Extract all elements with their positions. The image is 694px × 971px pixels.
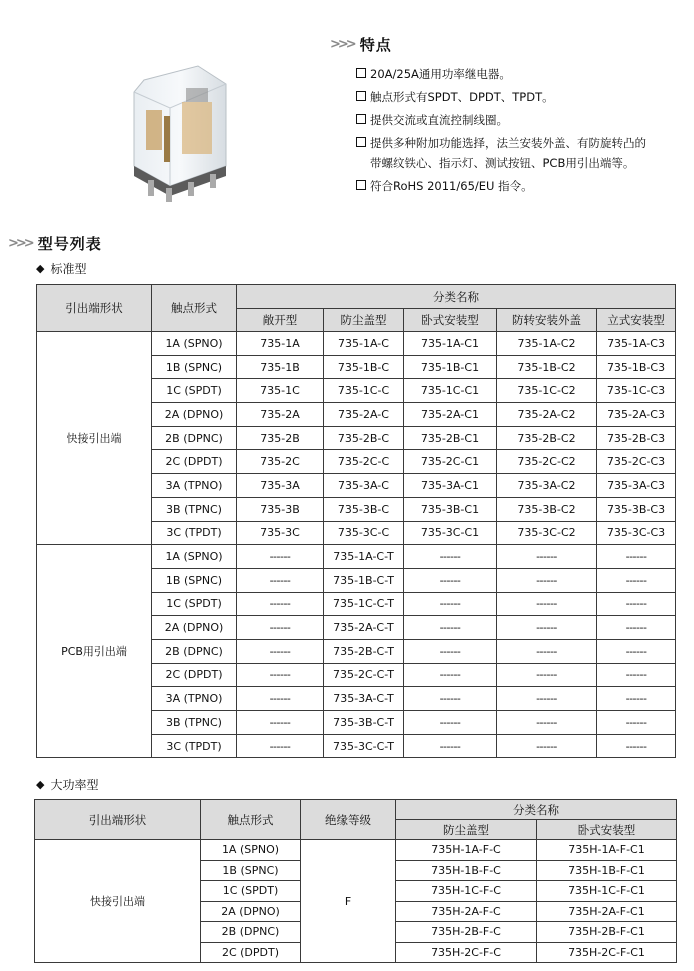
model-cell: 735-3A-C-T bbox=[324, 687, 404, 711]
model-cell: 735-2A-C2 bbox=[497, 403, 597, 427]
model-cell: 735-3B-C bbox=[324, 497, 404, 521]
model-cell: 735-1B bbox=[237, 355, 324, 379]
model-cell: ------ bbox=[237, 711, 324, 735]
contact-cell: 1C (SPDT) bbox=[152, 379, 237, 403]
feature-item bbox=[356, 87, 690, 107]
terminal-cell: 快接引出端 bbox=[37, 332, 152, 545]
model-cell: 735-1B-C3 bbox=[597, 355, 676, 379]
model-cell: 735-3C-C3 bbox=[597, 521, 676, 545]
contact-cell: 3B (TPNC) bbox=[152, 497, 237, 521]
model-cell: 735H-1C-F-C bbox=[396, 881, 537, 902]
header-col: 防转安装外盖 bbox=[497, 309, 597, 332]
feature-item bbox=[356, 176, 690, 196]
contact-cell: 1C (SPDT) bbox=[201, 881, 301, 902]
model-cell: ------ bbox=[597, 568, 676, 592]
model-cell: ------ bbox=[497, 687, 597, 711]
model-cell: 735-2C-C3 bbox=[597, 450, 676, 474]
model-cell: ------ bbox=[497, 616, 597, 640]
checkbox-icon bbox=[356, 91, 366, 101]
model-cell: 735-1A-C1 bbox=[404, 332, 497, 356]
model-cell: 735-2C bbox=[237, 450, 324, 474]
model-cell: 735-1B-C-T bbox=[324, 568, 404, 592]
features-heading bbox=[330, 34, 392, 55]
standard-type-heading bbox=[36, 260, 86, 277]
contact-cell: 2B (DPNC) bbox=[152, 426, 237, 450]
contact-cell: 3C (TPDT) bbox=[152, 734, 237, 758]
model-cell: 735-3A-C2 bbox=[497, 474, 597, 498]
model-cell: ------ bbox=[497, 711, 597, 735]
features-title: 特点 bbox=[359, 36, 392, 54]
model-cell: 735-1A-C bbox=[324, 332, 404, 356]
checkbox-icon bbox=[356, 137, 366, 147]
model-cell: 735H-1A-F-C bbox=[396, 840, 537, 861]
chevrons-icon: >>> bbox=[330, 37, 354, 52]
checkbox-icon bbox=[356, 68, 366, 78]
header-col: 敞开型 bbox=[237, 309, 324, 332]
model-cell: ------ bbox=[497, 568, 597, 592]
contact-cell: 1A (SPNO) bbox=[201, 840, 301, 861]
checkbox-icon bbox=[356, 180, 366, 190]
model-cell: ------ bbox=[404, 616, 497, 640]
contact-cell: 1B (SPNC) bbox=[152, 355, 237, 379]
model-cell: 735-1C bbox=[237, 379, 324, 403]
model-cell: ------ bbox=[597, 616, 676, 640]
contact-cell: 2A (DPNO) bbox=[152, 403, 237, 427]
diamond-bullet-icon: ◆ bbox=[36, 778, 45, 791]
model-cell: 735-1B-C2 bbox=[497, 355, 597, 379]
feature-text-line: 提供多种附加功能选择，法兰安装外盖、有防旋转凸的 bbox=[370, 136, 646, 150]
model-cell: ------ bbox=[404, 568, 497, 592]
model-cell: ------ bbox=[237, 734, 324, 758]
model-cell: ------ bbox=[237, 568, 324, 592]
table-row bbox=[37, 545, 676, 569]
contact-cell: 1B (SPNC) bbox=[201, 860, 301, 881]
model-cell: 735H-2C-F-C bbox=[396, 942, 537, 963]
feature-text bbox=[370, 133, 690, 173]
contact-cell: 1B (SPNC) bbox=[152, 568, 237, 592]
model-cell: ------ bbox=[237, 639, 324, 663]
model-cell: ------ bbox=[597, 711, 676, 735]
model-cell: ------ bbox=[597, 639, 676, 663]
model-cell: 735H-2B-F-C1 bbox=[537, 922, 677, 943]
model-cell: 735H-2A-F-C bbox=[396, 901, 537, 922]
model-cell: 735H-1C-F-C1 bbox=[537, 881, 677, 902]
standard-table-body bbox=[37, 332, 676, 758]
header-col: 防尘盖型 bbox=[324, 309, 404, 332]
header-col: 卧式安装型 bbox=[404, 309, 497, 332]
model-cell: ------ bbox=[404, 639, 497, 663]
terminal-cell: 快接引出端 bbox=[35, 840, 201, 963]
model-cell: 735-2B-C3 bbox=[597, 426, 676, 450]
model-cell: 735-1B-C bbox=[324, 355, 404, 379]
table-row bbox=[37, 332, 676, 356]
model-cell: ------ bbox=[497, 545, 597, 569]
contact-cell: 2B (DPNC) bbox=[201, 922, 301, 943]
header-terminal: 引出端形状 bbox=[37, 285, 152, 332]
model-cell: ------ bbox=[597, 592, 676, 616]
feature-item bbox=[356, 110, 690, 130]
checkbox-icon bbox=[356, 114, 366, 124]
standard-model-table bbox=[36, 284, 676, 758]
contact-cell: 2C (DPDT) bbox=[201, 942, 301, 963]
feature-text-line: 带螺纹铁心、指示灯、测试按钮、PCB用引出端等。 bbox=[370, 156, 635, 170]
model-cell: ------ bbox=[237, 545, 324, 569]
model-cell: 735-3B-C3 bbox=[597, 497, 676, 521]
contact-cell: 3B (TPNC) bbox=[152, 711, 237, 735]
model-cell: 735-1A-C3 bbox=[597, 332, 676, 356]
header-category: 分类名称 bbox=[396, 800, 677, 820]
high-power-model-table bbox=[34, 799, 677, 963]
chevrons-icon: >>> bbox=[8, 236, 32, 251]
model-cell: ------ bbox=[597, 687, 676, 711]
model-cell: 735-3C-C-T bbox=[324, 734, 404, 758]
contact-cell: 2B (DPNC) bbox=[152, 639, 237, 663]
model-cell: 735-2C-C2 bbox=[497, 450, 597, 474]
high-power-table-body bbox=[35, 840, 677, 963]
contact-cell: 3A (TPNO) bbox=[152, 474, 237, 498]
model-cell: 735-1A-C2 bbox=[497, 332, 597, 356]
model-cell: ------ bbox=[404, 663, 497, 687]
model-cell: 735-2B-C1 bbox=[404, 426, 497, 450]
model-cell: ------ bbox=[404, 711, 497, 735]
model-cell: ------ bbox=[404, 592, 497, 616]
model-cell: 735-3C-C2 bbox=[497, 521, 597, 545]
model-cell: 735-2C-C bbox=[324, 450, 404, 474]
model-cell: 735-3A bbox=[237, 474, 324, 498]
model-cell: 735-2B-C-T bbox=[324, 639, 404, 663]
model-cell: 735H-2A-F-C1 bbox=[537, 901, 677, 922]
header-insulation: 绝缘等级 bbox=[301, 800, 396, 840]
model-cell: 735-2B-C bbox=[324, 426, 404, 450]
model-cell: 735-3C-C bbox=[324, 521, 404, 545]
model-cell: ------ bbox=[597, 663, 676, 687]
model-list-title: 型号列表 bbox=[37, 235, 102, 253]
standard-type-label: 标准型 bbox=[50, 262, 87, 276]
model-cell: 735-2A-C bbox=[324, 403, 404, 427]
terminal-cell: PCB用引出端 bbox=[37, 545, 152, 758]
contact-cell: 3A (TPNO) bbox=[152, 687, 237, 711]
header-col: 卧式安装型 bbox=[537, 820, 677, 840]
model-cell: 735-2A bbox=[237, 403, 324, 427]
model-cell: 735-1A-C-T bbox=[324, 545, 404, 569]
contact-cell: 1C (SPDT) bbox=[152, 592, 237, 616]
model-cell: 735-3B-C1 bbox=[404, 497, 497, 521]
model-cell: 735-1B-C1 bbox=[404, 355, 497, 379]
model-cell: ------ bbox=[237, 687, 324, 711]
model-cell: ------ bbox=[497, 639, 597, 663]
model-cell: 735-3A-C bbox=[324, 474, 404, 498]
contact-cell: 3C (TPDT) bbox=[152, 521, 237, 545]
model-list-heading bbox=[8, 233, 102, 254]
model-cell: 735-3B-C-T bbox=[324, 711, 404, 735]
model-cell: 735-1A bbox=[237, 332, 324, 356]
model-cell: ------ bbox=[497, 663, 597, 687]
model-cell: 735-2C-C-T bbox=[324, 663, 404, 687]
features-list bbox=[356, 64, 690, 199]
feature-text: 提供交流或直流控制线圈。 bbox=[370, 113, 508, 127]
model-cell: ------ bbox=[404, 734, 497, 758]
contact-cell: 2A (DPNO) bbox=[152, 616, 237, 640]
header-col: 立式安装型 bbox=[597, 309, 676, 332]
diamond-bullet-icon: ◆ bbox=[36, 262, 45, 275]
model-cell: ------ bbox=[237, 616, 324, 640]
feature-item bbox=[356, 133, 690, 173]
model-cell: ------ bbox=[404, 687, 497, 711]
model-cell: ------ bbox=[497, 734, 597, 758]
header-contact: 触点形式 bbox=[152, 285, 237, 332]
model-cell: 735-1C-C2 bbox=[497, 379, 597, 403]
model-cell: 735H-2B-F-C bbox=[396, 922, 537, 943]
feature-text: 符合RoHS 2011/65/EU 指令。 bbox=[370, 179, 533, 193]
header-terminal: 引出端形状 bbox=[35, 800, 201, 840]
model-cell: 735-3B bbox=[237, 497, 324, 521]
header-col: 防尘盖型 bbox=[396, 820, 537, 840]
model-cell: 735-2B bbox=[237, 426, 324, 450]
feature-text: 20A/25A通用功率继电器。 bbox=[370, 67, 511, 81]
model-cell: 735-3B-C2 bbox=[497, 497, 597, 521]
model-cell: 735-3A-C3 bbox=[597, 474, 676, 498]
model-cell: ------ bbox=[237, 592, 324, 616]
contact-cell: 2C (DPDT) bbox=[152, 450, 237, 474]
model-cell: 735-3A-C1 bbox=[404, 474, 497, 498]
model-cell: 735-1C-C-T bbox=[324, 592, 404, 616]
high-power-label: 大功率型 bbox=[50, 778, 99, 792]
table-row bbox=[35, 840, 677, 861]
contact-cell: 1A (SPNO) bbox=[152, 545, 237, 569]
header-category: 分类名称 bbox=[237, 285, 676, 309]
model-cell: 735-1C-C3 bbox=[597, 379, 676, 403]
feature-text: 触点形式有SPDT、DPDT、TPDT。 bbox=[370, 90, 554, 104]
model-cell: 735-3C bbox=[237, 521, 324, 545]
model-cell: 735-2A-C3 bbox=[597, 403, 676, 427]
model-cell: ------ bbox=[497, 592, 597, 616]
model-cell: 735H-1B-F-C bbox=[396, 860, 537, 881]
model-cell: 735-3C-C1 bbox=[404, 521, 497, 545]
model-cell: 735-2C-C1 bbox=[404, 450, 497, 474]
model-cell: ------ bbox=[237, 663, 324, 687]
model-cell: ------ bbox=[404, 545, 497, 569]
relay-product-image bbox=[126, 62, 234, 202]
model-cell: 735H-2C-F-C1 bbox=[537, 942, 677, 963]
model-cell: 735-1C-C bbox=[324, 379, 404, 403]
model-cell: ------ bbox=[597, 545, 676, 569]
header-contact: 触点形式 bbox=[201, 800, 301, 840]
feature-item bbox=[356, 64, 690, 84]
model-cell: 735-2A-C-T bbox=[324, 616, 404, 640]
contact-cell: 2C (DPDT) bbox=[152, 663, 237, 687]
model-cell: 735-1C-C1 bbox=[404, 379, 497, 403]
high-power-heading bbox=[36, 776, 98, 793]
model-cell: 735H-1A-F-C1 bbox=[537, 840, 677, 861]
model-cell: 735-2B-C2 bbox=[497, 426, 597, 450]
model-cell: ------ bbox=[597, 734, 676, 758]
model-cell: 735H-1B-F-C1 bbox=[537, 860, 677, 881]
model-cell: 735-2A-C1 bbox=[404, 403, 497, 427]
insulation-cell: F bbox=[301, 840, 396, 963]
contact-cell: 1A (SPNO) bbox=[152, 332, 237, 356]
contact-cell: 2A (DPNO) bbox=[201, 901, 301, 922]
